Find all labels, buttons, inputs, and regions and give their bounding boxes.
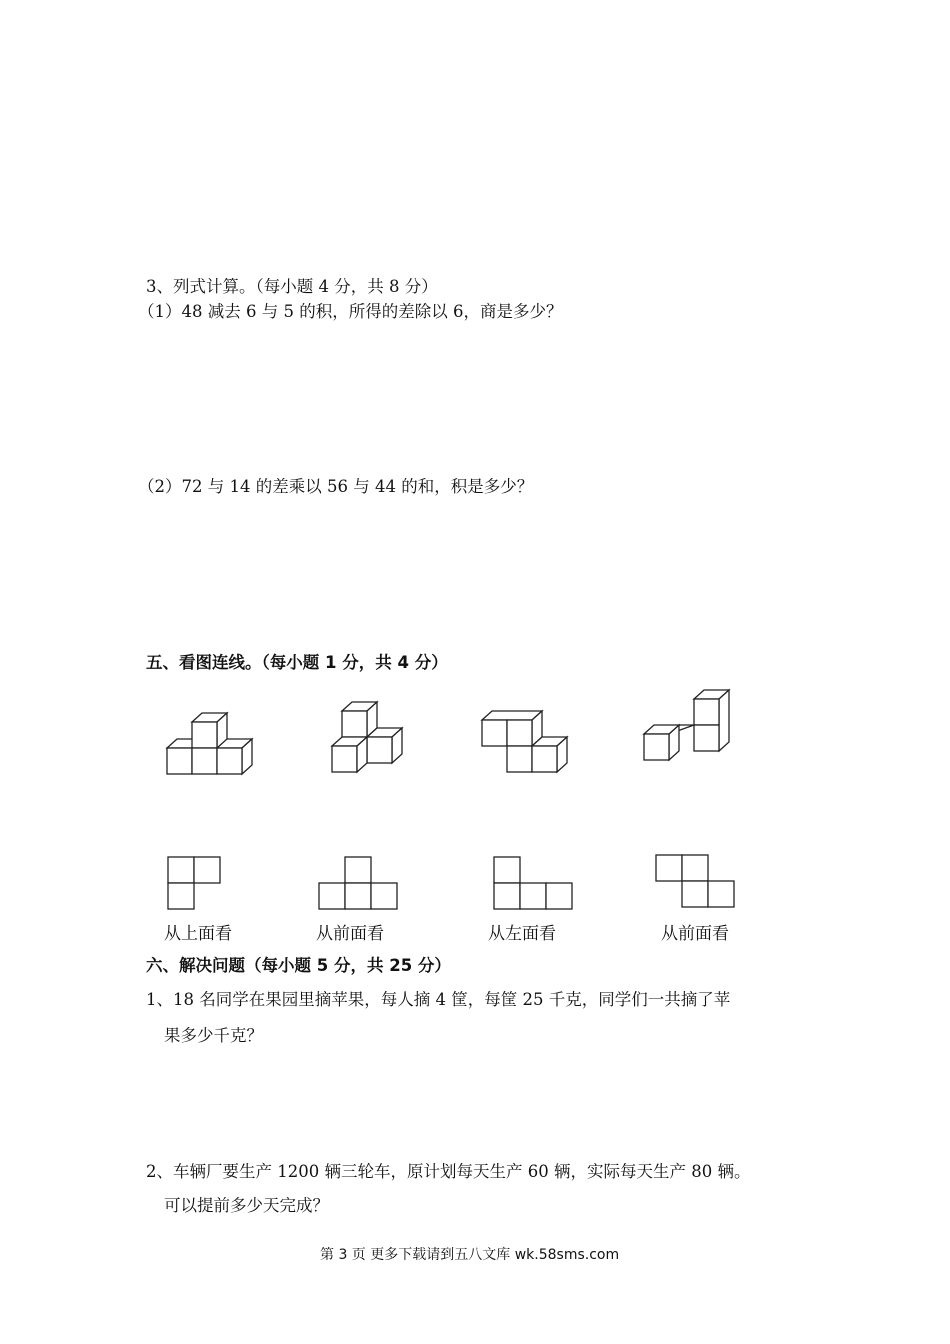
calc-question-1: （1）48 减去 6 与 5 的积，所得的差除以 6，商是多少？: [138, 302, 563, 321]
section6-heading: 六、解决问题（每小题 5 分，共 25 分）: [146, 956, 451, 975]
view-shape-4: [654, 853, 739, 913]
calc-question-2: （2）72 与 14 的差乘以 56 与 44 的和，积是多少？: [138, 477, 534, 496]
cube-figure-1: [160, 705, 270, 785]
problem-1-line-2: 果多少千克？: [164, 1026, 263, 1045]
view-shape-3: [492, 855, 577, 915]
view-shape-1: [166, 855, 226, 915]
cube-figure-2: [328, 697, 413, 782]
calc-heading: 3、列式计算。（每小题 4 分，共 8 分）: [146, 277, 438, 296]
view-label-3: 从左面看: [488, 924, 556, 944]
view-label-4: 从前面看: [661, 924, 729, 944]
page-footer: 第 3 页 更多下载请到五八文库 wk.58sms.com: [320, 1247, 620, 1263]
cube-figure-4: [642, 686, 737, 781]
view-shape-2: [317, 855, 402, 915]
problem-1-line-1: 1、18 名同学在果园里摘苹果，每人摘 4 筐，每筐 25 千克，同学们一共摘了苹: [146, 990, 731, 1009]
problem-2-line-2: 可以提前多少天完成？: [164, 1196, 329, 1215]
cube-figure-3: [480, 706, 575, 781]
view-label-1: 从上面看: [164, 924, 232, 944]
problem-2-line-1: 2、车辆厂要生产 1200 辆三轮车，原计划每天生产 60 辆，实际每天生产 80 辆。: [146, 1162, 751, 1181]
section5-heading: 五、看图连线。（每小题 1 分，共 4 分）: [146, 653, 448, 672]
view-label-2: 从前面看: [316, 924, 384, 944]
